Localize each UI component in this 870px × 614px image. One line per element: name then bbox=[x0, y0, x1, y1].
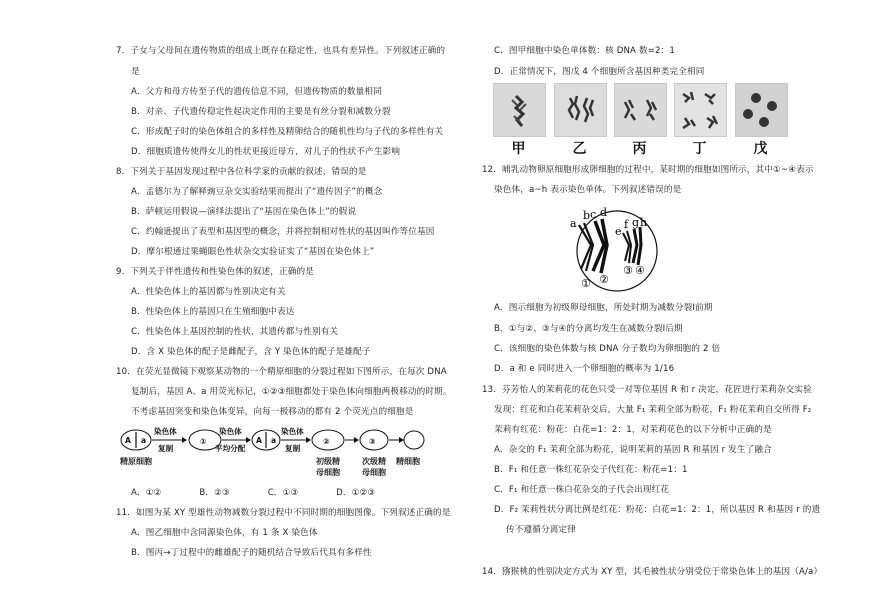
micrograph-wu-art bbox=[736, 84, 787, 136]
q12-stem-2: 染色体，a~h 表示染色单体。下列叙述错误的是 bbox=[494, 185, 682, 195]
q13-option-b: B．F₁ 和任意一株红花杂交子代红花：粉花=1：1 bbox=[494, 465, 688, 475]
q11-stem: 11．如图为某 XY 型雄性动物减数分裂过程中不同时期的细胞图像。下列叙述正确的是 bbox=[116, 508, 451, 518]
gene-a-label-2: A bbox=[256, 436, 262, 445]
q10-cell-division-diagram bbox=[116, 422, 426, 492]
arrow-1-head bbox=[182, 437, 187, 443]
q8-option-a: A．孟德尔为了解释豌豆杂交实验结果而提出了“遗传因子”的概念 bbox=[131, 187, 383, 197]
label-e: e bbox=[615, 225, 622, 238]
q7-option-a: A．父方和母方传至子代的遗传信息不同，但遗传物质的数量相同 bbox=[131, 87, 382, 97]
arrow-5-head bbox=[399, 437, 404, 443]
label-yi: 乙 bbox=[572, 141, 587, 157]
cell-2-number: ② bbox=[323, 437, 330, 446]
label-chromosome-2: ② bbox=[599, 273, 609, 286]
gene-a-lower-label-2: a bbox=[271, 436, 277, 445]
q10-stem-2: 复制后，基因 A、a 用荧光标记，①②③细胞都处于染色体向细胞两极移动的时期。 bbox=[131, 387, 452, 397]
label-bing: 丙 bbox=[632, 141, 647, 157]
chromosome-svg bbox=[569, 207, 669, 295]
q8-option-b: B．萨顿运用假说—演绎法提出了“基因在染色体上”的假说 bbox=[131, 207, 357, 217]
arrow-1-bottom-label: 复制 bbox=[158, 444, 174, 453]
micrograph-yi-art bbox=[555, 84, 606, 136]
sperm-cell bbox=[404, 431, 424, 449]
q10-stem-3: 不考虑基因突变和染色体变异，向每一极移动的都有 2 个荧光点的细胞是 bbox=[131, 407, 414, 417]
micrograph-bing-art bbox=[615, 84, 666, 136]
micrograph-jia bbox=[493, 83, 546, 137]
q9-option-b: B．性染色体上的基因只在生殖细胞中表达 bbox=[131, 307, 295, 317]
q10-options: A．①② B．②③ C．①③ D．①②③ bbox=[131, 488, 376, 498]
arrow-1-top-label: 染色体 bbox=[154, 427, 177, 436]
q9-option-d: D．含 X 染色体的配子是雌配子，含 Y 染色体的配子是雄配子 bbox=[131, 347, 371, 357]
label-jia: 甲 bbox=[511, 141, 526, 157]
label-d: d bbox=[600, 207, 608, 219]
flow-svg bbox=[116, 422, 426, 488]
q8-stem: 8．下列关于基因发现过程中各位科学家的贡献的叙述，错误的是 bbox=[116, 167, 367, 177]
arrow-3-top-label: 染色体 bbox=[281, 427, 304, 436]
micrograph-ding bbox=[674, 83, 727, 137]
label-secondary-2: 母细胞 bbox=[362, 468, 386, 477]
q13-stem-3: 茉莉有红花：粉花：白花=1：2：1，对茉莉花色的以下分析中正确的是 bbox=[494, 425, 772, 435]
q8-option-d: D．摩尔根通过果蝇眼色性状杂交实验证实了“基因在染色体上” bbox=[131, 247, 375, 257]
arrow-2-top-label: 染色体 bbox=[219, 427, 242, 436]
label-h: h bbox=[640, 216, 648, 229]
q12-option-c: C．该细胞的染色体数与核 DNA 分子数均为卵细胞的 2 倍 bbox=[494, 344, 721, 354]
gene-a-label: A bbox=[125, 436, 131, 445]
q13-option-d: D．F₂ 茉莉性状分离比例是红花：粉花：白花=1：2：1，所以基因 R 和基因 r 的遗 bbox=[494, 505, 821, 515]
label-g: g bbox=[632, 216, 640, 229]
label-sperm: 精细胞 bbox=[396, 457, 420, 466]
micrograph-wu bbox=[735, 83, 788, 137]
label-f: f bbox=[624, 218, 629, 231]
cell-1-number: ① bbox=[200, 437, 207, 446]
q9-stem: 9．下列关于伴性遗传和性染色体的叙述，正确的是 bbox=[116, 267, 314, 277]
micrograph-jia-art bbox=[494, 84, 545, 136]
label-c: c bbox=[590, 208, 597, 221]
label-primary-1: 初级精 bbox=[316, 457, 340, 466]
label-chromosome-3: ③ bbox=[623, 264, 633, 277]
q13-stem: 13．芬芳怡人的茉莉花的花色只受一对等位基因 R 和 r 决定，花匠进行茉莉杂交实验 bbox=[482, 385, 812, 395]
q13-stem-2: 发现：红花和白花茉莉杂交后，大量 F₁ 茉莉全部为粉花，F₁ 粉花茉莉自交所得 F₂ bbox=[494, 405, 812, 415]
label-a: a bbox=[570, 217, 577, 230]
q14-stem: 14．猕猴桃的性别决定方式为 XY 型，其毛被性状分别受位于常染色体上的基因（A/a） bbox=[482, 567, 823, 577]
q12-chromosome-diagram bbox=[569, 207, 669, 299]
q7-stem: 7．子女与父母间在遗传物质的组成上既存在稳定性，也具有差异性。下列叙述正确的 bbox=[116, 46, 446, 56]
q11-option-d: D．正常情况下，图戊 4 个细胞所含基因种类完全相同 bbox=[494, 67, 705, 77]
q7-option-d: D．细胞质遗传使得女儿的性状更接近母方，对儿子的性状不产生影响 bbox=[131, 147, 401, 157]
arrow-3-bottom-label: 复制 bbox=[285, 444, 301, 453]
label-chromosome-4: ④ bbox=[635, 264, 645, 277]
q7-option-c: C．形成配子时的染色体组合的多样性及精卵结合的随机性均与子代的多样性有关 bbox=[131, 127, 444, 137]
arrow-4-head bbox=[354, 437, 359, 443]
label-primary-2: 母细胞 bbox=[316, 468, 340, 477]
q12-stem: 12．哺乳动物卵原细胞形成卵细胞的过程中，某时期的细胞如图所示，其中①~④表示 bbox=[482, 165, 814, 175]
q10-stem: 10．在荧光显微镜下观察某动物的一个精原细胞的分裂过程如下图所示，在每次 DNA bbox=[116, 367, 447, 377]
q11-option-b: B．图丙→丁过程中的雌雄配子的随机结合导致后代具有多样性 bbox=[131, 548, 372, 558]
q13-option-d-cont: 传不遵循分离定律 bbox=[506, 525, 576, 535]
micrograph-yi bbox=[554, 83, 607, 137]
arrow-3-head bbox=[306, 437, 311, 443]
cell-3-number: ③ bbox=[369, 437, 376, 446]
label-ding: 丁 bbox=[692, 141, 707, 157]
label-b: b bbox=[583, 209, 591, 222]
label-chromosome-1: ① bbox=[581, 277, 591, 290]
arrow-2-head bbox=[246, 437, 251, 443]
label-spermatogonium: 精原细胞 bbox=[120, 457, 152, 466]
q7-option-b: B．对亲、子代遗传稳定性起决定作用的主要是有丝分裂和减数分裂 bbox=[131, 107, 391, 117]
q12-option-d: D．a 和 e 同时进入一个卵细胞的概率为 1/16 bbox=[494, 364, 675, 374]
micrograph-ding-art bbox=[675, 84, 726, 136]
q9-option-c: C．性染色体上基因控制的性状，其遗传都与性别有关 bbox=[131, 327, 339, 337]
q9-option-a: A．性染色体上的基因都与性别决定有关 bbox=[131, 287, 286, 297]
q12-option-a: A．图示细胞为初级卵母细胞，所处时期为减数分裂Ⅰ前期 bbox=[494, 303, 713, 313]
q7-stem-cont: 是 bbox=[131, 67, 140, 77]
arrow-2-bottom-label: 平均分配 bbox=[215, 444, 246, 453]
label-wu: 戊 bbox=[753, 141, 768, 157]
chromatid-g bbox=[633, 229, 637, 263]
micrograph-bing bbox=[614, 83, 667, 137]
q11-option-a: A．图乙细胞中含同源染色体，有 1 条 X 染色体 bbox=[131, 528, 318, 538]
gene-a-lower-label: a bbox=[141, 436, 147, 445]
label-secondary-1: 次级精 bbox=[362, 457, 386, 466]
q12-option-b: B．①与②、③与④的分离均发生在减数分裂Ⅰ后期 bbox=[494, 324, 683, 334]
chromatid-h bbox=[638, 227, 641, 265]
q8-option-c: C．约翰逊提出了表型和基因型的概念，并将控制相对性状的基因叫作等位基因 bbox=[131, 227, 435, 237]
chromatid-b bbox=[584, 223, 593, 271]
q11-option-c: C．图甲细胞中染色单体数：核 DNA 数=2：1 bbox=[494, 46, 676, 56]
q13-option-a: A．杂交的 F₁ 茉莉全部为粉花，说明茉莉的基因 R 和基因 r 发生了融合 bbox=[494, 445, 772, 455]
q13-option-c: C．F₁ 和任意一株白花杂交的子代会出现红花 bbox=[494, 485, 670, 495]
